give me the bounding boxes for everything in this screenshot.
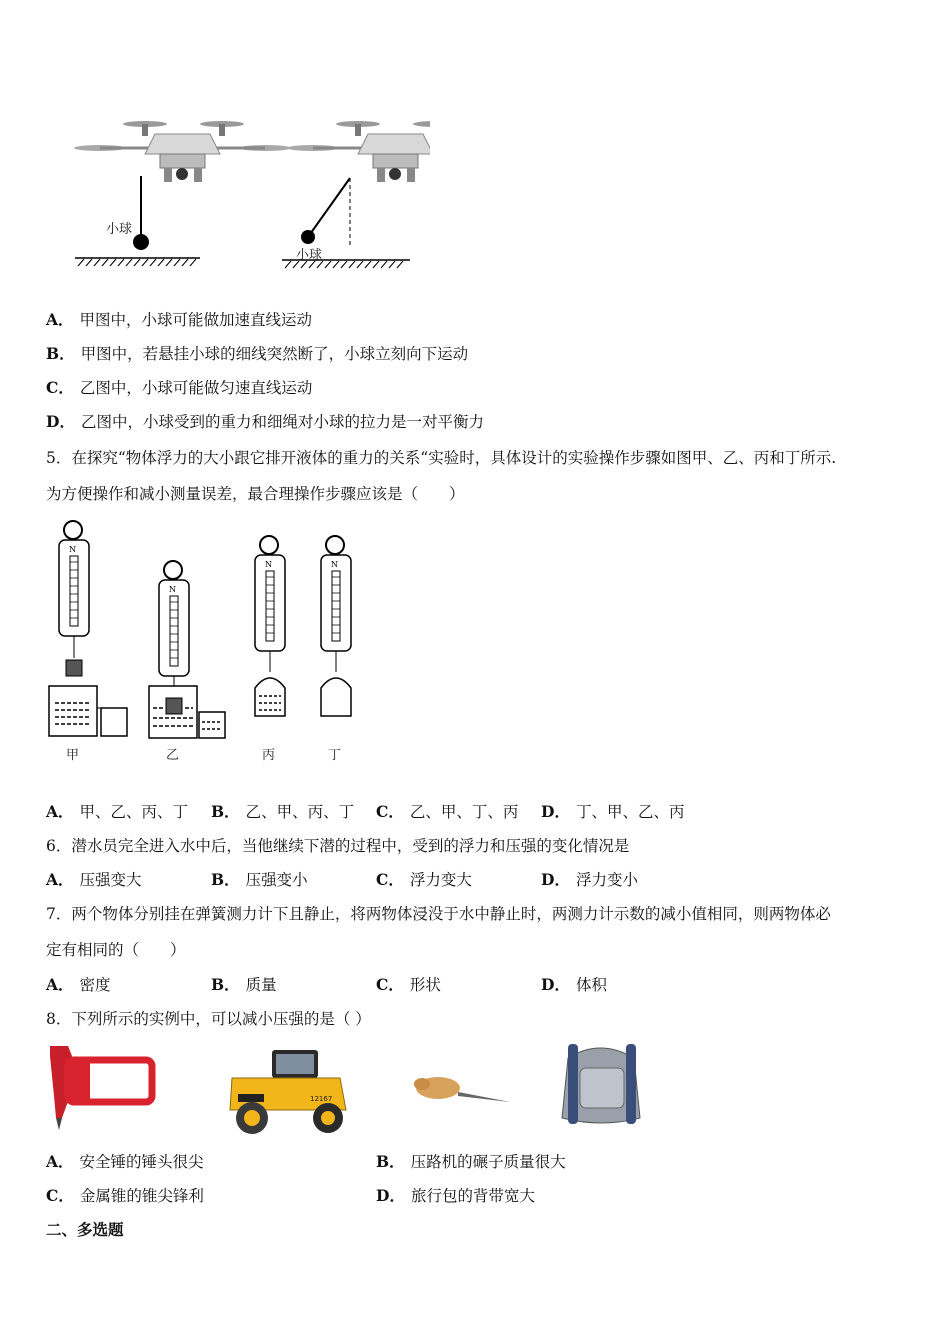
q7-stem-line2: 定有相同的（ ） bbox=[46, 941, 186, 959]
roller-plate: 12167 bbox=[310, 1095, 333, 1103]
q8-option-b: B． 压路机的碾子质量很大 bbox=[376, 1152, 566, 1171]
q8-images bbox=[40, 1038, 660, 1138]
scale-bing bbox=[255, 536, 285, 716]
drone-2 bbox=[287, 121, 430, 182]
q7-option-b: B． 质量 bbox=[211, 975, 277, 994]
drone-figure bbox=[60, 110, 430, 280]
scale-n-bing: N bbox=[265, 560, 272, 569]
q7-stem-line1: 7．两个物体分别挂在弹簧测力计下且静止，将两物体浸没于水中静止时，两测力计示数的减小值相同，则两物体必 bbox=[46, 905, 831, 923]
fig-label-ding: 丁 bbox=[328, 748, 342, 763]
q5-stem-line1: 5．在探究“物体浮力的大小跟它排开液体的重力的关系“实验时，具体设计的实验操作步骤如图甲、乙、丙和丁所示. bbox=[46, 449, 837, 467]
metal-awl-image bbox=[414, 1077, 510, 1102]
q6-option-c: C． 浮力变大 bbox=[376, 870, 472, 889]
scale-yi bbox=[149, 561, 225, 738]
scale-n-jia: N bbox=[69, 545, 76, 554]
q6-stem: 6．潜水员完全进入水中后，当他继续下潜的过程中，受到的浮力和压强的变化情况是 bbox=[46, 837, 630, 855]
q8-option-d: D． 旅行包的背带宽大 bbox=[376, 1186, 535, 1205]
q4-option-a: A． 甲图中，小球可能做加速直线运动 bbox=[46, 310, 313, 329]
fig-label-bing: 丙 bbox=[262, 748, 276, 763]
q4-option-c: C． 乙图中，小球可能做匀速直线运动 bbox=[46, 378, 313, 397]
q7-option-a: A． 密度 bbox=[46, 975, 111, 994]
ball-2 bbox=[301, 230, 315, 244]
backpack-image bbox=[562, 1044, 640, 1124]
q5-option-c: C． 乙、甲、丁、丙 bbox=[376, 802, 519, 821]
q6-option-d: D． 浮力变小 bbox=[541, 870, 638, 889]
q8-stem: 8．下列所示的实例中，可以减小压强的是（ ） bbox=[46, 1010, 371, 1028]
q8-option-a: A． 安全锤的锤头很尖 bbox=[46, 1152, 204, 1171]
section-heading: 二、多选题 bbox=[46, 1220, 124, 1239]
q5-option-a: A． 甲、乙、丙、丁 bbox=[46, 802, 189, 821]
q7-option-c: C． 形状 bbox=[376, 975, 441, 994]
ball-label-1: 小球 bbox=[106, 222, 133, 237]
q5-stem-line2: 为方便操作和减小测量误差，最合理操作步骤应该是（ ） bbox=[46, 485, 465, 503]
road-roller-image bbox=[230, 1050, 346, 1134]
fig-label-yi: 乙 bbox=[166, 748, 180, 763]
q5-option-b: B． 乙、甲、丙、丁 bbox=[211, 802, 355, 821]
fig-label-jia: 甲 bbox=[66, 748, 80, 763]
q6-option-b: B． 压强变小 bbox=[211, 870, 308, 889]
drone-1 bbox=[74, 121, 291, 182]
safety-hammer-image bbox=[50, 1046, 152, 1130]
ball-1 bbox=[133, 234, 149, 250]
ball-label-2: 小球 bbox=[296, 248, 323, 263]
q4-option-d: D． 乙图中，小球受到的重力和细绳对小球的拉力是一对平衡力 bbox=[46, 412, 484, 431]
scale-n-ding: N bbox=[331, 560, 338, 569]
ground-1 bbox=[75, 258, 200, 266]
scale-jia bbox=[49, 521, 127, 736]
spring-scale-figure bbox=[45, 518, 365, 768]
q8-option-c: C． 金属锥的锥尖锋利 bbox=[46, 1186, 204, 1205]
scale-ding bbox=[321, 536, 351, 716]
q7-option-d: D． 体积 bbox=[541, 975, 607, 994]
q6-option-a: A． 压强变大 bbox=[46, 870, 142, 889]
q5-option-d: D． 丁、甲、乙、丙 bbox=[541, 802, 685, 821]
q4-option-b: B． 甲图中，若悬挂小球的细线突然断了，小球立刻向下运动 bbox=[46, 344, 469, 363]
scale-n-yi: N bbox=[169, 585, 176, 594]
